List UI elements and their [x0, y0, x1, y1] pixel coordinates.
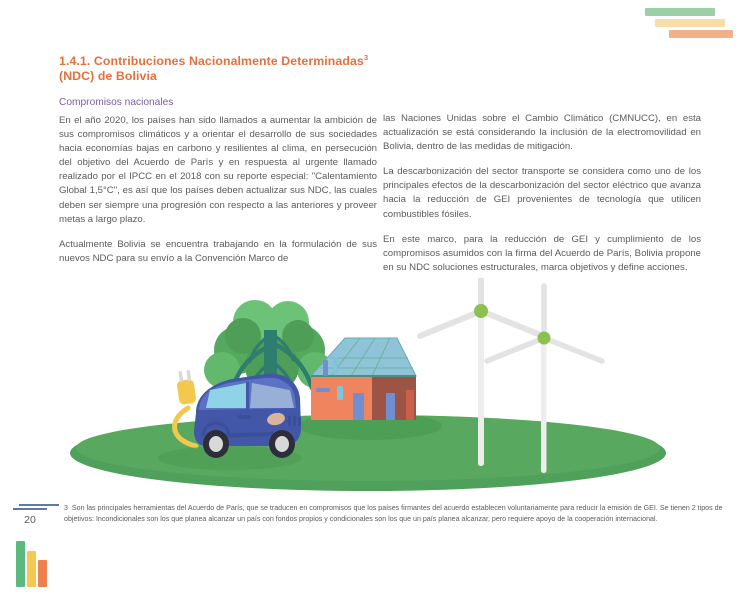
- paragraph: Actualmente Bolivia se encuentra trabajando en la formulación de sus nuevos NDC para su envío a la Convención Marco de: [59, 238, 377, 264]
- body-column-left: [59, 114, 377, 266]
- top-bar-peach: [669, 30, 733, 38]
- paragraph: las Naciones Unidas sobre el Cambio Climático (CMNUCC), en esta actualización se está considerando la inclusión de la electromovilidad en Bolivia, dentro de las medidas de mitigación.: [383, 113, 701, 153]
- heading-title-line2: (NDC) de Bolivia: [59, 69, 157, 83]
- top-bar-cream: [655, 19, 725, 27]
- body-column-right: [383, 112, 701, 275]
- heading-number: 1.4.1.: [59, 54, 91, 68]
- bottom-decoration-bars: [16, 541, 56, 587]
- electromobility-illustration: [0, 278, 749, 498]
- heading-title: Contribuciones Nacionalmente Determinadas: [93, 54, 364, 68]
- section-heading: [59, 54, 389, 84]
- top-bar-green: [645, 8, 715, 16]
- page-number: 20: [24, 514, 36, 526]
- paragraph: En el año 2020, los países han sido llamados a aumentar la ambición de sus compromisos climáticos y a orientar el desarrollo de sus sociedades hacia economías bajas en carbono y resilientes al clima, en persecución del objetivo del Acuerdo de París y en respuesta al urgente llamado realizado por el IPCC en el 2018 con su reporte especial: "Calentamiento Global 1,5°C", es así que los países deben actualizar sus NDC, las cuales deben ser siempre una progresión con respecto a las anteriores y proveer metas a largo plazo.: [59, 115, 377, 225]
- footnote: [64, 503, 732, 524]
- bottom-bar-yellow: [27, 551, 36, 587]
- footnote-rule: [19, 504, 59, 506]
- footnote-marker: 3: [64, 504, 68, 512]
- footnote-text: Son las principales herramientas del Acuerdo de París, que se traducen en compromisos que los países firmantes del acuerdo establecen voluntariamente para reducir la emisión de GEI. Se tienen 2 tipos de objetivos: Incondicionales son los que planea alcanzar un país con fondos propios y condicionales son los que un país planea alcanzar, pero requiere apoyo de la cooperación internacional.: [64, 504, 723, 523]
- top-decoration-bars: [629, 8, 749, 42]
- bottom-bar-orange: [38, 560, 47, 587]
- bottom-bar-green: [16, 541, 25, 587]
- paragraph: La descarbonización del sector transporte se considera como uno de los principales efectos de la descarbonización del sector eléctrico que avanza hacia la reducción de GEI provenientes de tecnología que utilicen combustibles fósiles.: [383, 166, 701, 220]
- heading-footnote-marker: 3: [363, 52, 369, 62]
- page-number-rule: [13, 508, 47, 510]
- subsection-heading: Compromisos nacionales: [59, 97, 174, 108]
- paragraph: En este marco, para la reducción de GEI y cumplimiento de los compromisos asumidos con la firma del Acuerdo de París, Bolivia propone en su NDC soluciones estructurales, marca objetivos y define acciones.: [383, 233, 701, 273]
